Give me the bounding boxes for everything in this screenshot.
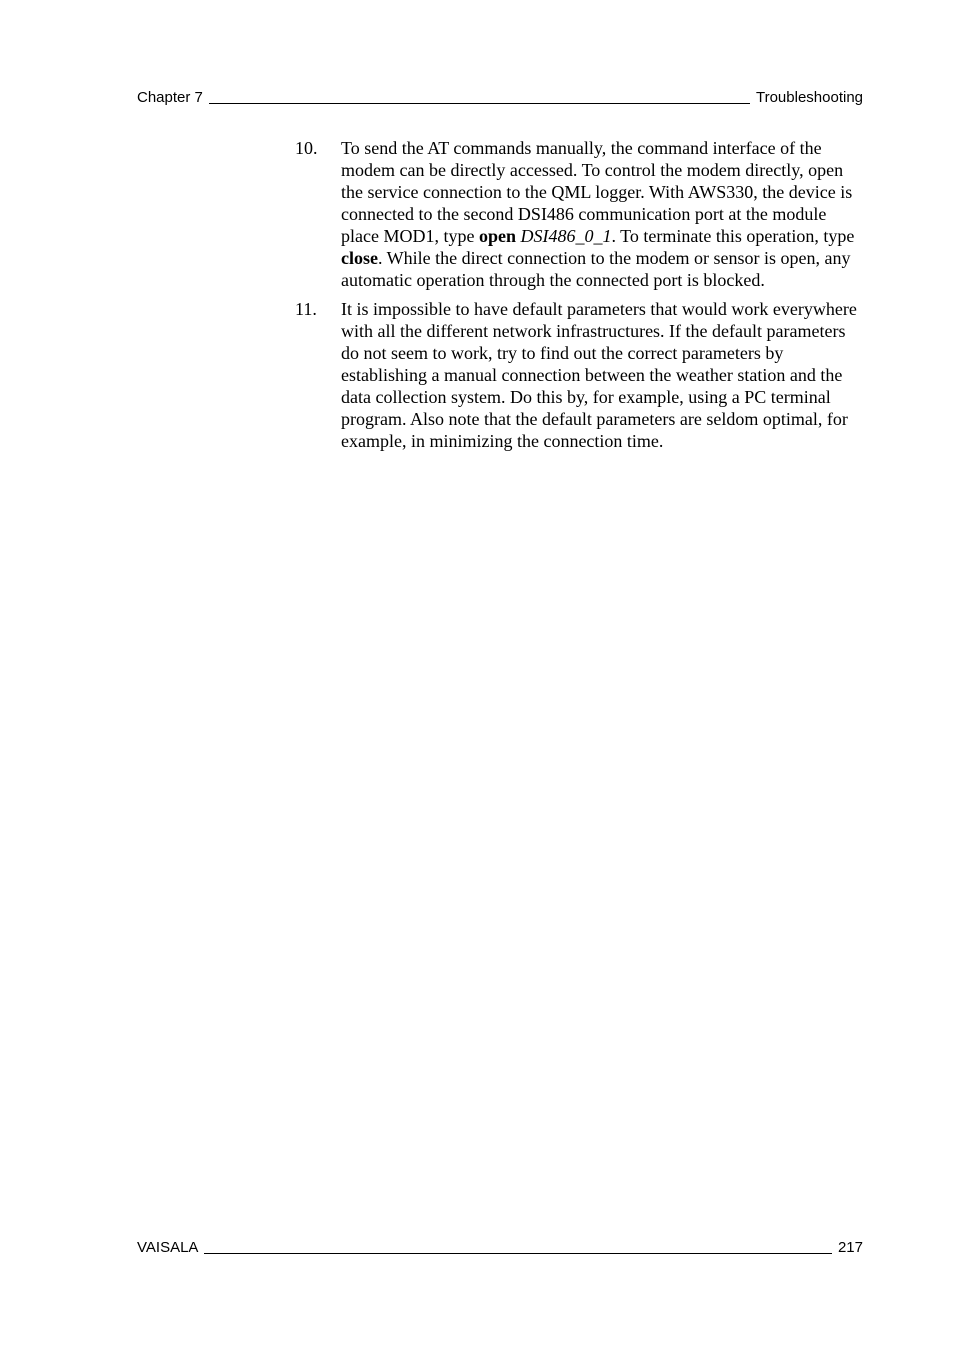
- list-item-number: 10.: [295, 138, 318, 158]
- list-item-text: It is impossible to have default parameters that would work everywhere with all the different network infrastructures. If the default parameters do not seem to work, try to find out the correct parameters by establishing a manual connection between the weather station and the data collection system. Do this by, for example, using a PC terminal program. Also note that the default parameters are seldom optimal, for example, in minimizing the connection time.: [341, 299, 857, 451]
- page-header: [137, 89, 863, 107]
- list-item-text: [341, 137, 865, 291]
- list-item: [295, 298, 865, 452]
- command-close: close: [341, 248, 378, 268]
- text-run: To send the AT commands manually, the command interface of the modem can be directly accessed. To control the modem directly, open the service connection to the QML logger. With AWS330, the device is connected to the second DSI486 communication port at the module place MOD1, type: [341, 138, 853, 246]
- page-number: 217: [837, 1239, 863, 1256]
- page-footer: [137, 1239, 863, 1257]
- footer-rule: [204, 1253, 832, 1254]
- footer-company: VAISALA: [137, 1239, 199, 1256]
- text-run: . While the direct connection to the modem or sensor is open, any automatic operation through the connected port is blocked.: [341, 248, 851, 290]
- header-section-title: Troubleshooting: [755, 89, 863, 106]
- header-chapter: Chapter 7: [137, 89, 203, 106]
- page-body: [295, 137, 865, 459]
- command-open: open: [478, 226, 516, 246]
- header-rule: [209, 103, 750, 104]
- text-run: . To terminate this operation, type: [611, 226, 855, 246]
- port-name: DSI486_0_1: [520, 226, 612, 246]
- list-item: [295, 137, 865, 291]
- list-item-number: 11.: [295, 299, 317, 319]
